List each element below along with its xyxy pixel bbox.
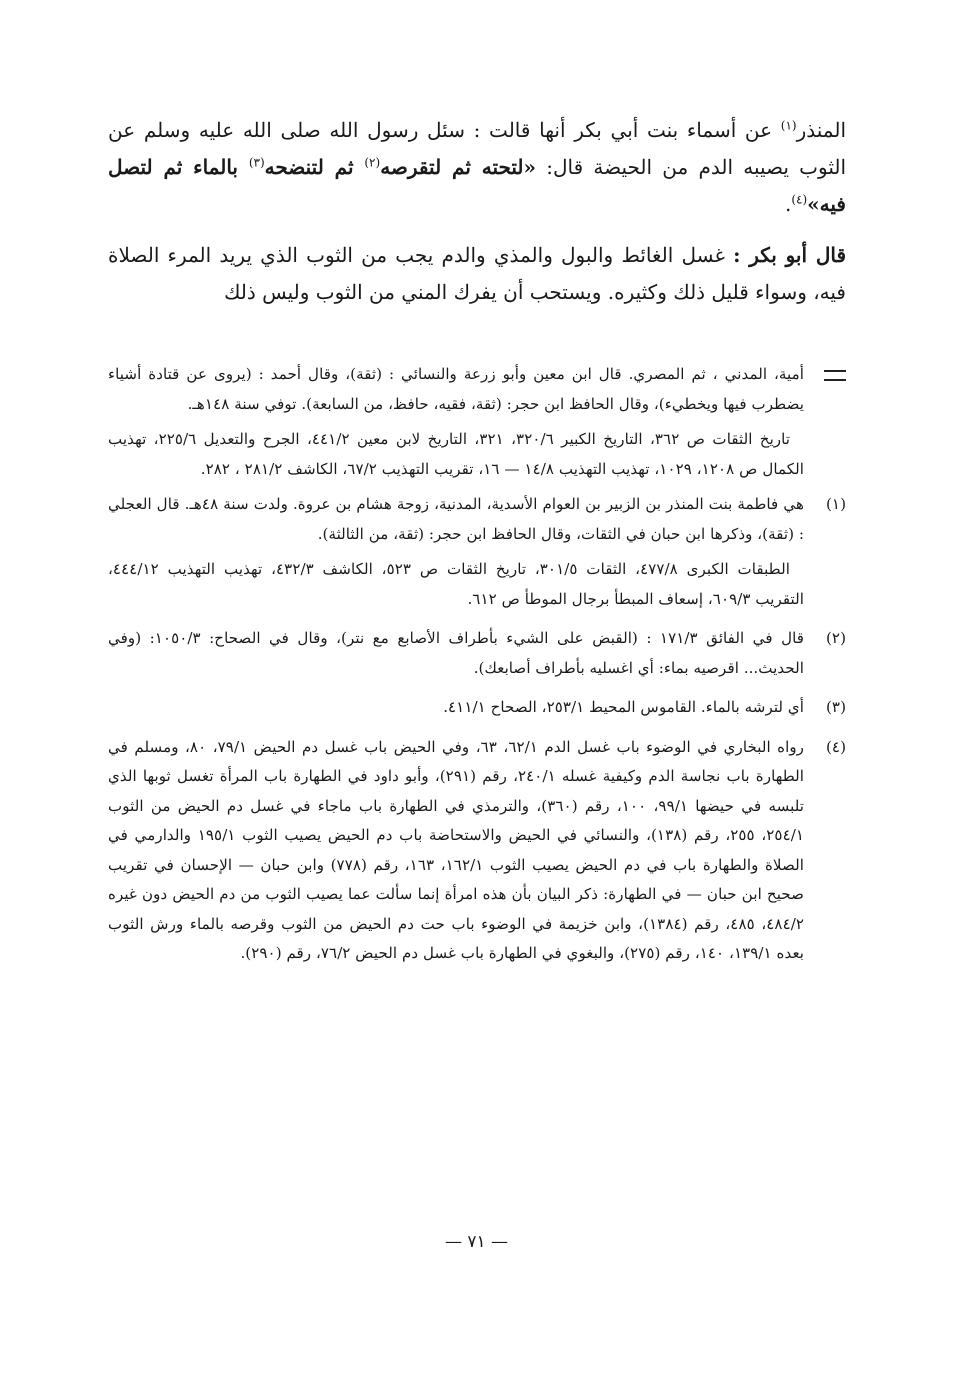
footnote-body [108, 624, 804, 689]
page-content [108, 112, 847, 962]
footnote-sources [108, 555, 804, 614]
footnote-ref-3[interactable]: (٣) [248, 155, 265, 170]
footnote-body [108, 490, 804, 620]
footnote-text: رواه البخاري في الوضوء باب غسل الدم ٦٢/١، ٦٣، وفي الحيض باب غسل دم الحيض ٧٩/١، ٨٠، ومسلم في الطهارة باب نجاسة الدم وكيفية غسله ٢٤٠/١، رقم (٢٩١)، وأبو داود في الطهارة باب المرأة تغسل ثوبها الذي تلبسه في حيضها ٩٩/١، ١٠٠، رقم (٣٦٠)، والترمذي في الطهارة باب ماجاء في غسل دم الحيض من الثوب ٢٥٤/١، ٢٥٥، رقم (١٣٨)، والنسائي في الحيض والاستحاضة باب دم الحيض يصيب الثوب ١٩٥/١ والدارمي في الصلاة والطهارة باب في دم الحيض يصيب الثوب ١٦٢/١، ١٦٣، رقم (٧٧٨) وابن حبان — الإحسان في تقريب صحيح ابن حبان — في الطهارة: ذكر البيان بأن هذه امرأة إنما سألت عما يصيب الثوب من دم الحيض دون غيره ٤٨٤/٢، ٤٨٥، رقم (١٣٨٤)، وابن خزيمة في الوضوء باب حت دم الحيض من الثوب وقرصه بالماء ورش الثوب بعده ١٣٩/١، ١٤٠، رقم (٢٧٥)، والبغوي في الطهارة باب غسل دم الحيض ٧٦/٢، رقم (٢٩٠). [108, 737, 805, 962]
footnote-number: (٢) [825, 629, 846, 647]
footnote-number: (٣) [825, 698, 846, 716]
footnote-sources [108, 425, 804, 484]
main-paragraph-ruling [108, 237, 846, 311]
text-span: الطبقات الكبرى ٤٧٧/٨، الثقات ٣٠١/٥، تاريخ الثقات ص ٥٢٣، الكاشف ٤٣٢/٣، تهذيب التهذيب ٤٤٤/١٢، التقريب ٦٠٩/٣، إسعاف المبطأ برجال الموطأ ص ٦١٢. [108, 560, 804, 608]
text-span: عن أسماء بنت أبي بكر أنها قالت : سئل رسول الله صلى الله عليه وسلم عن الثوب يصيبه الدم من الحيضة قال: [108, 118, 847, 179]
footnote-body [108, 693, 804, 729]
footnote-3 [108, 693, 846, 729]
footnote-text: هي فاطمة بنت المنذر بن الزبير بن العوام الأسدية، المدنية، زوجة هشام بن عروة. ولدت سنة ٤٨هـ. قال العجلي : (ثقة)، وذكرها ابن حبان في الثقات، وقال الحافظ ابن حجر: (ثقة، من الثالثة). [108, 495, 804, 543]
footnote-text: قال في الفائق ١٧١/٣ : (القبض على الشيء بأطراف الأصابع مع نتر)، وقال في الصحاح: ١٠٥٠/٣: (وفي الحديث... اقرصيه بماء: أي اغسليه بأطراف أصابعك). [108, 629, 805, 677]
hadith-quote: ثم لتنضحه [264, 155, 365, 179]
footnote-number: (١) [825, 495, 846, 513]
text-span: المنذر [796, 118, 846, 142]
speaker-label: قال أبو بكر : [733, 243, 847, 267]
hadith-quote: «لتحته ثم لتقرصه [380, 155, 537, 179]
footnote-1 [108, 490, 846, 620]
page-number: — ٧١ — [444, 1232, 509, 1252]
footnote-body [108, 733, 804, 975]
hadith-quote: بالماء ثم لتصل فيه» [108, 155, 846, 216]
main-paragraph-hadith [108, 112, 846, 223]
text-span: . [784, 192, 792, 216]
continuation-mark-icon [824, 370, 846, 381]
footnotes-section [108, 360, 846, 979]
text-span: تاريخ الثقات ص ٣٦٢، التاريخ الكبير ٣٢٠/٦، ٣٢١، التاريخ لابن معين ٤٤١/٢، الجرح والتعديل ٢٢٥/٦، تهذيب الكمال ص ١٢٠٨، ١٠٢٩، تهذيب التهذيب ١٤/٨ — ١٦، تقريب التهذيب ٦٧/٢، الكاشف ٢٨١/٢ ، ٢٨٢. [108, 430, 804, 478]
footnote-text: أي لترشه بالماء. القاموس المحيط ٢٥٣/١، الصحاح ٤١١/١. [443, 698, 804, 716]
footnote-ref-4[interactable]: (٤) [791, 192, 808, 207]
footnote-text: أمية، المدني ، ثم المصري. قال ابن معين وأبو زرعة والنسائي : (ثقة)، وقال أحمد : (يروى عن قتادة أشياء يضطرب فيها ويخطيء)، وقال الحافظ ابن حجر: (ثقة، فقيه، حافظ، من السابعة). توفي سنة ١٤٨هـ. [108, 365, 804, 413]
footnote-ref-1[interactable]: (١) [780, 118, 797, 133]
footnote-continuation [108, 360, 846, 484]
footnote-number: (٤) [825, 737, 846, 756]
footnote-4 [108, 733, 846, 975]
footnote-ref-2[interactable]: (٢) [364, 155, 381, 170]
footnote-2 [108, 624, 846, 689]
text-span: غسل الغائط والبول والمذي والدم يجب من الثوب الذي يريد المرء الصلاة فيه، وسواء قليل ذلك وكثيره. ويستحب أن يفرك المني من الثوب وليس ذلك [108, 243, 846, 304]
